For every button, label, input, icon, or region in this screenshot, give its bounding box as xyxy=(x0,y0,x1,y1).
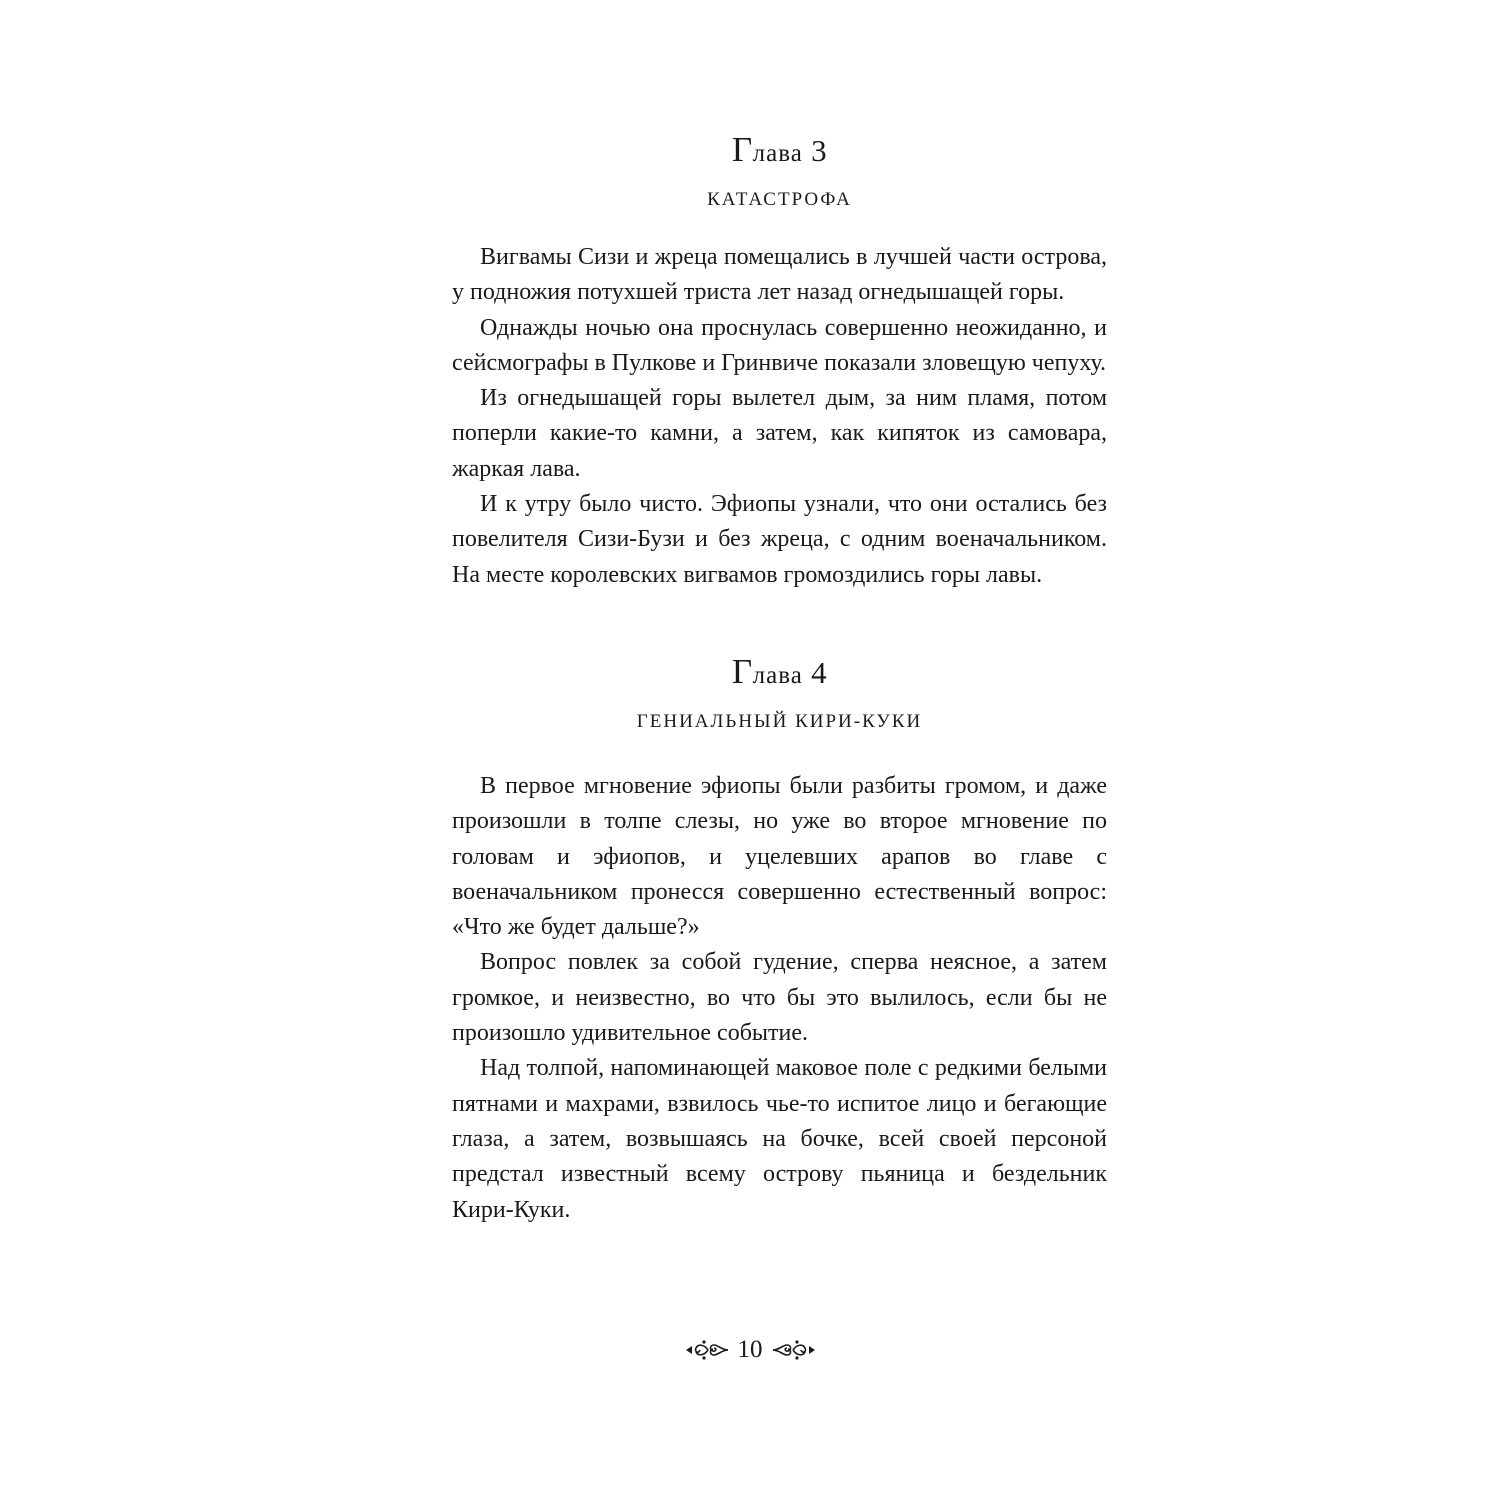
chapter-3-title xyxy=(452,132,1107,167)
chapter-3-number: 3 xyxy=(811,133,828,168)
chapter-3-title-word: лава xyxy=(752,140,803,167)
paragraph: Из огнедышащей горы вылетел дым, за ним пламя, потом поперли какие-то камни, а затем, как кипяток из самовара, жаркая лава. xyxy=(452,385,1107,482)
chapter-3 xyxy=(452,132,1107,209)
book-page xyxy=(452,132,1107,1228)
ornament-right-icon xyxy=(771,1338,817,1362)
paragraph: И к утру было чисто. Эфиопы узнали, что они остались без повелителя Сизи-Бузи и без жреца, с одним военачальником. На месте королевских вигвамов громоздились горы лавы. xyxy=(452,491,1107,588)
chapter-4-title-cap: Г xyxy=(731,651,753,691)
chapter-4-body xyxy=(452,769,1107,1228)
chapter-3-body xyxy=(452,240,1107,593)
paragraph: Вопрос повлек за собой гудение, сперва неясное, а затем громкое, и неизвестно, во что бы это вылилось, если бы не произошло удивительное событие. xyxy=(452,949,1107,1047)
chapter-4-subtitle: ГЕНИАЛЬНЫЙ КИРИ-КУКИ xyxy=(636,710,923,732)
chapter-4-number: 4 xyxy=(811,654,828,690)
paragraph: Над толпой, напоминающей маковое поле с редкими белыми пятнами и махрами, взвилось чье-то испитое лицо и бегающие глаза, а затем, возвышаясь на бочке, всей своей персоной предстал известный всему острову пьяница и бездельник Кири-Куки. xyxy=(452,1055,1107,1223)
chapter-3-subtitle: КАТАСТРОФА xyxy=(707,189,852,210)
chapter-4 xyxy=(452,651,1107,732)
chapter-4-title-word: лава xyxy=(752,661,803,689)
ornament-left-icon xyxy=(684,1338,730,1362)
chapter-4-title xyxy=(452,651,1107,691)
chapter-3-title-cap: Г xyxy=(731,130,753,169)
paragraph: Вигвамы Сизи и жреца помещались в лучшей части острова, у подножия потухшей триста лет назад огнедышащей горы. xyxy=(452,244,1107,306)
paragraph: Однажды ночью она проснулась совершенно неожиданно, и сейсмографы в Пулкове и Гринвиче показали зловещую чепуху. xyxy=(452,314,1107,376)
paragraph: В первое мгновение эфиопы были разбиты громом, и даже произошли в толпе слезы, но уже во второе мгновение по головам и эфиопов, и уцелевших арапов во главе с военачальником пронесся совершенно естественный вопрос: «Что же будет дальше?» xyxy=(452,772,1107,941)
page-number: 10 xyxy=(737,1336,763,1363)
page-footer xyxy=(0,1332,1500,1368)
